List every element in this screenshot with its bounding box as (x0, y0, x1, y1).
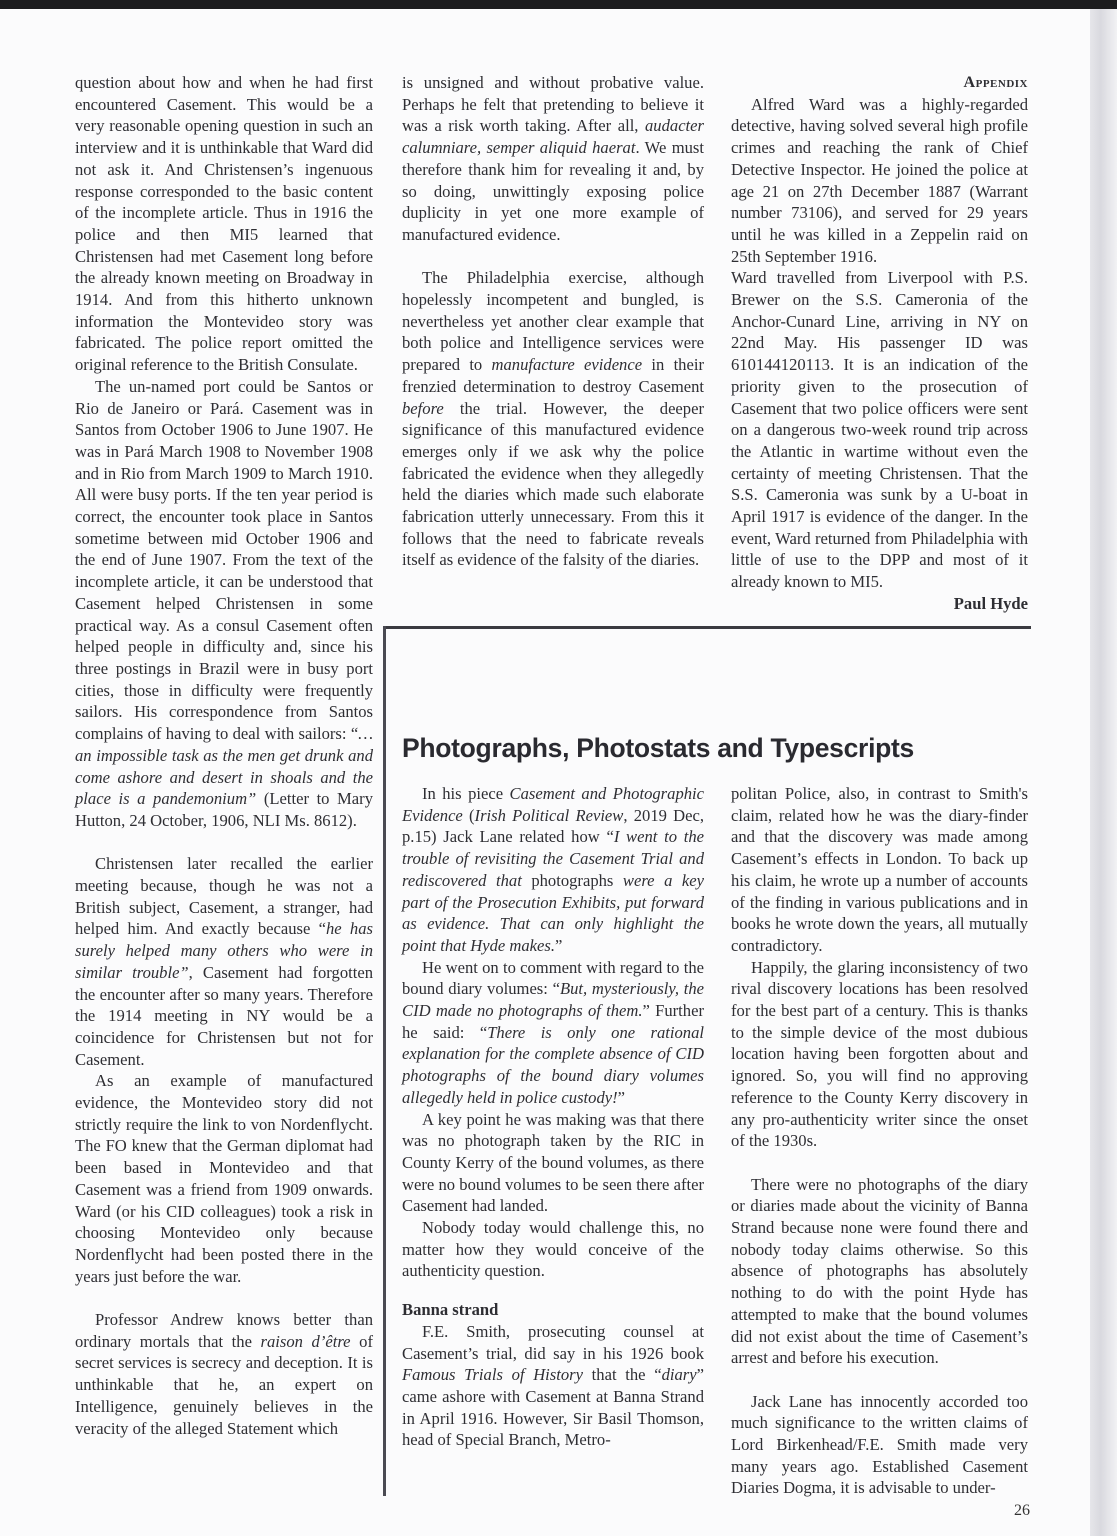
paragraph: As an example of manufactured evidence, the Montevideo story did not strictly require the link to von Nordenflycht. The FO knew that the German diplomat had been based in Montevideo and that Casement was a friend from 1909 onwards. Ward (or his CID colleagues) took a risk in choosing Montevideo only because Nordenflycht had been posted there in the years just before the war. (75, 1071, 373, 1286)
article-divider-top (383, 626, 1031, 629)
article-column-1 (402, 783, 704, 1451)
column-1 (75, 72, 373, 1439)
page-number: 26 (1014, 1502, 1030, 1519)
text: of secret services is secrecy and deception. It is unthinkable that he, an expert on Intelligence, genuinely believes in the veracity of the alleged Statement which (75, 1331, 373, 1438)
latin-phrase: audacter calumniare, semper aliquid haerat (402, 116, 704, 158)
quote-sailors: …an impossible task as the men get drunk and come ashore and desert in shoals and the place is a pandemonium” (75, 724, 373, 809)
subheading: Banna strand (402, 1300, 499, 1320)
paragraph: A key point he was making was that there was no photograph taken by the RIC in County Kerry of the bound volumes, as there were no bound volumes to be seen there after Casement had landed. (402, 1109, 704, 1216)
emphasis: There is only one rational explanation for the complete absence of CID photographs of the bound diary volumes allegedly held in police custody! (402, 1022, 704, 1107)
page-spine-shadow (1090, 9, 1117, 1536)
paragraph: question about how and when he had first encountered Casement. This would be a very reasonable opening question in such an interview and it is unthinkable that Ward did not ask it. And Christensen’s ingenuous response corresponded to the basic content of the incomplete article. Thus in 1916 the police and then MI5 learned that Christensen had met Casement long before the already known meeting on Broadway in 1914. And from this hitherto unknown information the Montevideo story was fabricated. The police report omitted the original reference to the British Consulate. (75, 73, 373, 375)
appendix-heading: Appendix (963, 74, 1028, 91)
paragraph (402, 267, 704, 571)
scan-top-edge (0, 0, 1117, 9)
emphasis: I went to the trouble of revisiting the Casement Trial and rediscovered that (402, 827, 704, 890)
paragraph (75, 853, 373, 1070)
text: ( (462, 805, 475, 825)
paragraph: Happily, the glaring inconsistency of two rival discovery locations has been resolved for the best part of a century. This is thanks to the simple device of the most dubious location having been forgotten about and ignored. So, you will find no approving reference to the County Kerry discovery in any pro-authenticity writer since the onset of the 1930s. (731, 957, 1028, 1151)
paragraph (402, 72, 704, 246)
text: is unsigned and without probative value. Perhaps he felt that pretending to believe it was a risk worth taking. After all, (402, 73, 704, 136)
text: . We must therefore thank him for revealing it and, by so doing, unwittingly exposing police duplicity in yet one more example of manufactured evidence. (402, 138, 704, 244)
column-2 (402, 72, 704, 571)
text: F.E. Smith, prosecuting counsel at Casement’s trial, did say in his 1926 book (402, 1321, 704, 1363)
paragraph (402, 957, 704, 1109)
text: photographs (521, 870, 623, 890)
author-byline: Paul Hyde (953, 593, 1028, 613)
text: , Casement had forgotten the encounter after so many years. Therefore the 1914 meeting in NY would be a coincidence for Christensen but not for Casement. (75, 962, 373, 1069)
emphasis: But, mysteriously, the CID made no photographs of them. (402, 979, 704, 1021)
paragraph (402, 783, 704, 957)
text: He went on to comment with regard to the bound diary volumes: “ (402, 957, 704, 999)
citation: (Letter to Mary Hutton, 24 October, 1906, NLI Ms. 8612). (75, 789, 373, 830)
paragraph: Nobody today would challenge this, no matter how they would conceive of the authenticity question. (402, 1218, 704, 1281)
emphasis: before (402, 398, 444, 418)
text: the trial. However, the deeper significance of this manufactured evidence emerges only if we ask why the police fabricated the evidence when they allegedly held the diaries which made such elaborate fabrication utterly unnecessary. From this it follows that the need to fabricate reveals itself as evidence of the falsity of the diaries. (402, 398, 704, 570)
emphasis: raison d’être (260, 1331, 351, 1351)
paragraph (75, 1309, 373, 1439)
emphasis: Casement and Photographic Evidence (402, 784, 705, 825)
text: Christensen later recalled the earlier meeting because, though he was not a British subject, Casement, a stranger, had helped him. And exactly because “ (75, 854, 373, 939)
text: The un-named port could be Santos or Rio de Janeiro or Pará. Casement was in Santos from October 1906 to June 1907. He was in Pará March 1908 to November 1908 and in Rio from March 1909 to March 1910. All were busy ports. If the ten year period is correct, the encounter took place in Santos sometime between mid October 1906 and the end of June 1907. From the text of the incomplete article, it can be understood that Casement helped Christensen in some practical way. As a consul Casement often helped people in difficulty and, since his three postings in Brazil were in busy port cities, those in difficulty were frequently sailors. His correspondence from Santos complains of having to deal with sailors: “ (75, 376, 373, 744)
book-title: Famous Trials of History (402, 1365, 583, 1385)
text: that the “ (582, 1365, 662, 1385)
article-column-2 (731, 783, 1028, 1499)
emphasis: Irish Political Review (474, 805, 624, 825)
emphasis: diary (661, 1365, 697, 1385)
text: , 2019 Dec, p.15) Jack Lane related how “ (402, 805, 704, 847)
paragraph (402, 1321, 704, 1451)
text: The Philadelphia exercise, although hopelessly incompetent and bungled, is nevertheless yet another clear example that both police and Intelligence services were prepared to (402, 268, 704, 375)
paragraph: Ward travelled from Liverpool with P.S. Brewer on the S.S. Cameronia of the Anchor-Cunard Line, arriving in NY on 22nd May. His passenger ID was 610144120113. It is an indication of the priority given to the prosecution of Casement that two police officers were sent on a dangerous two-week round trip across the Atlantic in wartime without even the certainty of meeting Christensen. That the S.S. Cameronia was sunk by a U-boat in April 1917 is evidence of the danger. In the event, Ward returned from Philadelphia with little of use to the DPP and most of it already known to MI5. (731, 268, 1028, 592)
paragraph: There were no photographs of the diary or diaries made about the vicinity of Banna Strand because none were found there and nobody today claims otherwise. So this absence of photographs has absolutely nothing to do with the point Hyde has attempted to make that the bound volumes did not exist about the time of Casement’s arrest and before his execution. (731, 1174, 1028, 1368)
text: in their frenzied determination to destroy Casement (402, 355, 704, 396)
paragraph: Alfred Ward was a highly-regarded detective, having solved several high profile crimes and reaching the rank of Chief Detective Inspector. He joined the police at age 21 on 27th December 1887 (Warrant number 73106), and served for 29 years until he was killed in a Zeppelin raid on 25th September 1916. (731, 94, 1028, 266)
paragraph: politan Police, also, in contrast to Smith's claim, related how he was the diary-finder and that the discovery was made among Casement’s effects in London. To back up his claim, he wrote up a number of accounts of the finding in various publications and in books he wrote down the years, all mutually contradictory. (731, 784, 1028, 955)
text: In his piece (422, 784, 510, 803)
appendix-column (731, 72, 1028, 615)
article-title: Photographs, Photostats and Typescripts (402, 733, 914, 763)
text: Professor Andrew knows better than ordinary mortals that the (75, 1310, 373, 1351)
text: ” Further he said: “ (402, 1001, 704, 1042)
text: ” (555, 935, 563, 955)
text: ” came ashore with Casement at Banna Strand in April 1916. However, Sir Basil Thomson, head of Special Branch, Metro- (402, 1365, 704, 1450)
article-divider-left (383, 626, 386, 1496)
text: ” (617, 1087, 626, 1107)
paragraph (75, 376, 373, 832)
paragraph: Jack Lane has innocently accorded too much significance to the written claims of Lord Birkenhead/F.E. Smith made very many years ago. Established Casement Diaries Dogma, it is advisable to under- (731, 1391, 1028, 1498)
quote-helped: he has surely helped many others who were in similar trouble” (75, 919, 373, 982)
emphasis: were a key part of the Prosecution Exhibits, put forward as evidence. That can only highlight the point that Hyde makes. (402, 870, 704, 955)
emphasis: manufacture evidence (491, 355, 643, 375)
